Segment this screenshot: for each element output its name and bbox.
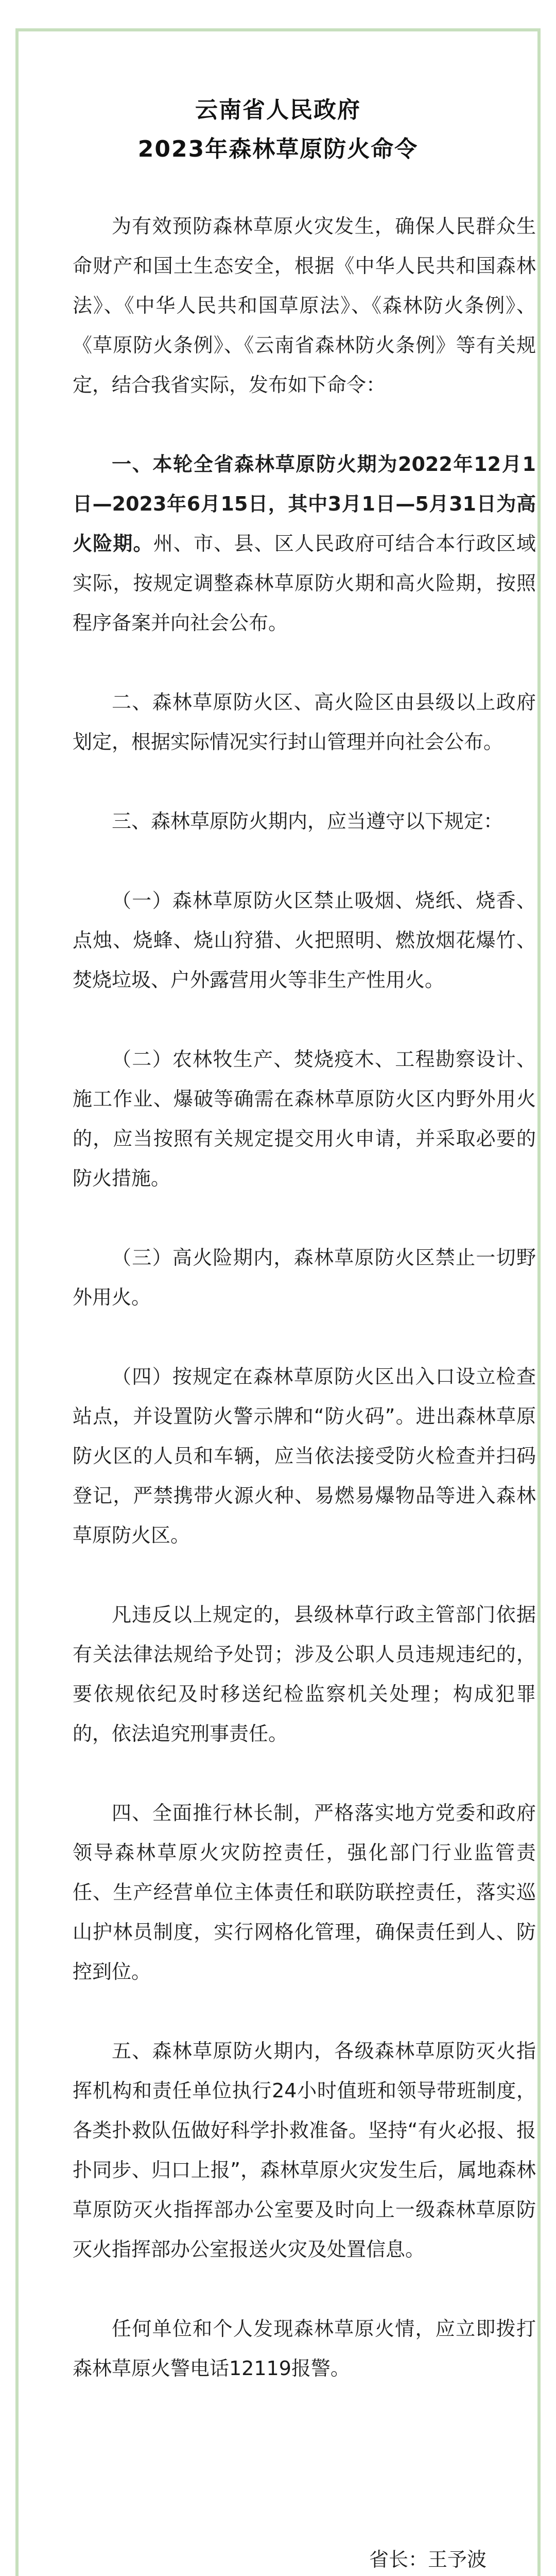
document-body — [73, 207, 536, 2408]
paragraph-rule-1: （一）森林草原防火区禁止吸烟、烧纸、烧香、点烛、烧蜂、烧山狩猎、火把照明、燃放烟花爆竹、焚烧垃圾、户外露营用火等非生产性用火。 — [73, 889, 536, 991]
document-frame — [15, 28, 541, 2576]
paragraph-intro: 为有效预防森林草原火灾发生，确保人民群众生命财产和国土生态安全，根据《中华人民共和国森林法》、《中华人民共和国草原法》、《森林防火条例》、《草原防火条例》、《云南省森林防火条例》等有关规定，结合我省实际，发布如下命令： — [73, 215, 536, 396]
section-1-bold-text: 一、本轮全省森林草原防火期为2022年12月1日—2023年6月15日，其中3月1日—5月31日为高火险期。 — [73, 453, 536, 555]
title-line-1: 云南省人民政府 — [195, 97, 361, 123]
paragraph-section-5: 五、森林草原防火期内，各级森林草原防灭火指挥机构和责任单位执行24小时值班和领导带班制度，各类扑救队伍做好科学扑救准备。坚持“有火必报、报扑同步、归口上报”，森林草原火灾发生后，属地森林草原防灭火指挥部办公室要及时向上一级森林草原防灭火指挥部办公室报送火灾及处置信息。 — [73, 2040, 536, 2261]
paragraph-section-3: 三、森林草原防火期内，应当遵守以下规定： — [112, 810, 503, 833]
paragraph-rule-2: （二）农林牧生产、焚烧疫木、工程勘察设计、施工作业、爆破等确需在森林草原防火区内野外用火的，应当按照有关规定提交用火申请，并采取必要的防火措施。 — [73, 1048, 536, 1190]
title-line-2: 2023年森林草原防火命令 — [137, 136, 419, 162]
paragraph-section-4: 四、全面推行林长制，严格落实地方党委和政府领导森林草原火灾防控责任，强化部门行业监管责任、生产经营单位主体责任和联防联控责任，落实巡山护林员制度，实行网格化管理，确保责任到人、防控到位。 — [73, 1802, 536, 1983]
paragraph-rule-4: （四）按规定在森林草原防火区出入口设立检查站点，并设置防火警示牌和“防火码”。进出森林草原防火区的人员和车辆，应当依法接受防火检查并扫码登记，严禁携带火源火种、易燃易爆物品等进入森林草原防火区。 — [73, 1365, 536, 1547]
paragraph-report: 任何单位和个人发现森林草原火情，应立即拨打森林草原火警电话12119报警。 — [73, 2317, 536, 2380]
section-1-text: 州、市、县、区人民政府可结合本行政区域实际，按规定调整森林草原防火期和高火险期，按照程序备案并向社会公布。 — [73, 532, 536, 634]
signature-governor: 省长：王予波 — [369, 2548, 486, 2571]
paragraph-penalty: 凡违反以上规定的，县级林草行政主管部门依据有关法律法规给予处罚；涉及公职人员违规违纪的，要依规依纪及时移送纪检监察机关处理；构成犯罪的，依法追究刑事责任。 — [73, 1603, 536, 1745]
signature-block — [15, 2540, 541, 2576]
paragraph-rule-3: （三）高火险期内，森林草原防火区禁止一切野外用火。 — [73, 1246, 536, 1309]
document-title — [19, 91, 537, 169]
paragraph-section-2: 二、森林草原防火区、高火险区由县级以上政府划定，根据实际情况实行封山管理并向社会公布。 — [73, 691, 536, 753]
paragraph-section-1 — [73, 445, 536, 643]
